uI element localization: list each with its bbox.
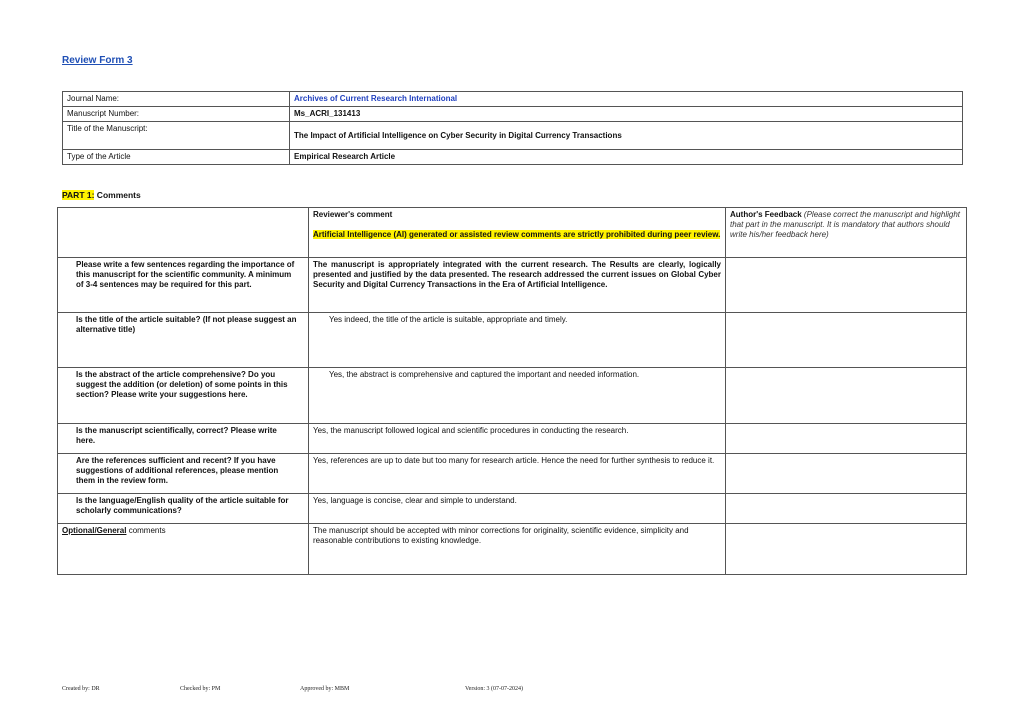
optional-general-label: Optional/General xyxy=(62,526,127,535)
part1-suffix: Comments xyxy=(94,190,141,200)
form-title: Review Form 3 xyxy=(62,55,133,66)
article-type-label: Type of the Article xyxy=(63,150,290,165)
info-row-title xyxy=(63,122,963,150)
comment-title: Yes indeed, the title of the article is suitable, appropriate and timely. xyxy=(309,313,726,368)
info-row-journal xyxy=(63,92,963,107)
reviewer-header-cell xyxy=(309,208,726,258)
comment-row-optional xyxy=(58,524,967,575)
author-feedback-cell[interactable] xyxy=(726,368,967,424)
comments-table xyxy=(57,207,967,575)
comment-importance: The manuscript is appropriately integrated with the current research. The Results are clearly, logically presented and justified by the data presented. The research addressed the current issues on Global Cyber Security and Digital Currency Transactions in the Era of Artificial Intelligence. xyxy=(309,258,726,313)
footer-created-by: Created by: DR xyxy=(62,686,100,692)
footer-checked-by: Checked by: PM xyxy=(180,686,221,692)
manuscript-title-label: Title of the Manuscript: xyxy=(63,122,290,150)
question-abstract: Is the abstract of the article comprehensive? Do you suggest the addition (or deletion) of some points in this section? Please write your suggestions here. xyxy=(58,368,309,424)
info-row-article-type xyxy=(63,150,963,165)
author-feedback-header-cell xyxy=(726,208,967,258)
manuscript-number-value: Ms_ACRI_131413 xyxy=(290,107,963,122)
manuscript-number-label: Manuscript Number: xyxy=(63,107,290,122)
author-feedback-label: Author's Feedback xyxy=(730,210,802,219)
author-feedback-note: (Please correct the manuscript and highlight that part in the manuscript. It is mandatory that authors should write his/her feedback here) xyxy=(730,210,961,239)
author-feedback-cell[interactable] xyxy=(726,258,967,313)
question-language: Is the language/English quality of the article suitable for scholarly communications? xyxy=(58,494,309,524)
comments-header-row xyxy=(58,208,967,258)
info-row-manuscript-number xyxy=(63,107,963,122)
question-title: Is the title of the article suitable? (If not please suggest an alternative title) xyxy=(58,313,309,368)
author-feedback-cell[interactable] xyxy=(726,524,967,575)
optional-comments-label-cell xyxy=(58,524,309,575)
manuscript-title-value: The Impact of Artificial Intelligence on Cyber Security in Digital Currency Transactions xyxy=(290,122,963,150)
comment-row-title xyxy=(58,313,967,368)
manuscript-info-table xyxy=(62,91,963,165)
article-type-value: Empirical Research Article xyxy=(290,150,963,165)
comment-abstract: Yes, the abstract is comprehensive and captured the important and needed information. xyxy=(309,368,726,424)
comment-references: Yes, references are up to date but too many for research article. Hence the need for further synthesis to reduce it. xyxy=(309,454,726,494)
comment-scientific: Yes, the manuscript followed logical and scientific procedures in conducting the research. xyxy=(309,424,726,454)
author-feedback-cell[interactable] xyxy=(726,424,967,454)
journal-name-label: Journal Name: xyxy=(63,92,290,107)
reviewer-comment-header: Reviewer's comment xyxy=(313,210,393,219)
question-references: Are the references sufficient and recent? If you have suggestions of additional references, please mention them in the review form. xyxy=(58,454,309,494)
comment-row-scientific xyxy=(58,424,967,454)
footer-version: Version: 3 (07-07-2024) xyxy=(465,686,523,692)
optional-comment: The manuscript should be accepted with minor corrections for originality, scientific evidence, simplicity and reasonable contributions to existing knowledge. xyxy=(309,524,726,575)
comment-language: Yes, language is concise, clear and simple to understand. xyxy=(309,494,726,524)
question-scientific: Is the manuscript scientifically, correct? Please write here. xyxy=(58,424,309,454)
ai-prohibition-notice: Artificial Intelligence (AI) generated or assisted review comments are strictly prohibited during peer review. xyxy=(313,230,721,239)
comment-row-language xyxy=(58,494,967,524)
header-empty-cell xyxy=(58,208,309,258)
comment-row-references xyxy=(58,454,967,494)
comment-row-importance xyxy=(58,258,967,313)
author-feedback-cell[interactable] xyxy=(726,494,967,524)
part1-heading xyxy=(62,190,141,200)
footer-approved-by: Approved by: MBM xyxy=(300,686,350,692)
part1-label: PART 1: xyxy=(62,190,95,200)
journal-name-value: Archives of Current Research International xyxy=(290,92,963,107)
comment-row-abstract xyxy=(58,368,967,424)
author-feedback-cell[interactable] xyxy=(726,313,967,368)
question-importance: Please write a few sentences regarding the importance of this manuscript for the scientific community. A minimum of 3-4 sentences may be required for this part. xyxy=(58,258,309,313)
author-feedback-cell[interactable] xyxy=(726,454,967,494)
optional-comments-suffix: comments xyxy=(126,526,166,535)
